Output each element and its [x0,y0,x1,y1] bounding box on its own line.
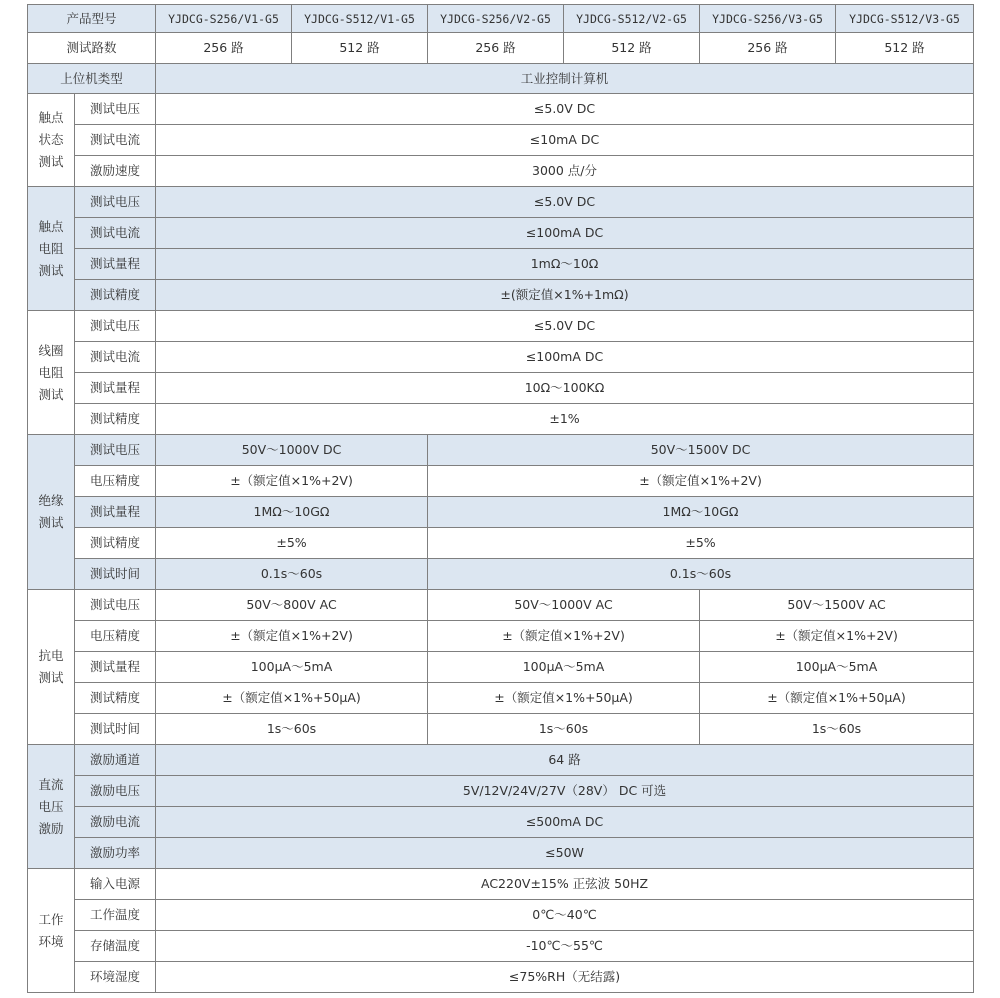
table-row [28,559,974,590]
param-value: ±（额定值×1%+50μA) [700,683,974,714]
category-contact-resistance [28,187,75,311]
param-value: 100μA～5mA [156,652,428,683]
category-line: 绝缘 [38,493,64,508]
category-line: 直流 [38,776,64,792]
table-row [28,404,974,435]
channels-cell: 512 路 [292,33,428,64]
param-label: 测试电压 [75,187,156,218]
channels-cell: 256 路 [156,33,292,64]
category-line: 环境 [38,933,64,949]
param-label: 测试电压 [75,590,156,621]
param-label: 测试电流 [75,342,156,373]
param-label: 测试精度 [75,404,156,435]
category-line: 测试 [38,262,64,278]
channels-cell: 512 路 [564,33,700,64]
param-label: 测试精度 [75,683,156,714]
param-value: 0.1s～60s [428,559,974,590]
model-cell: YJDCG-S512/V1-G5 [292,5,428,33]
param-value: ≤10mA DC [156,125,974,156]
table-row [28,187,974,218]
param-label: 测试量程 [75,373,156,404]
category-line: 抗电 [38,648,64,663]
param-value: 10Ω～100KΩ [156,373,974,404]
param-label: 激励速度 [75,156,156,187]
category-coil-resistance [28,311,75,435]
category-environment [28,869,75,993]
table-row [28,807,974,838]
param-value: 50V～1000V AC [428,590,700,621]
channels-label: 测试路数 [28,33,156,64]
param-value: ≤500mA DC [156,807,974,838]
param-label: 测试量程 [75,652,156,683]
param-value: ±（额定值×1%+2V) [156,466,428,497]
param-label: 测试时间 [75,714,156,745]
table-row [28,497,974,528]
table-row [28,745,974,776]
param-value: 1s～60s [156,714,428,745]
param-label: 测试时间 [75,559,156,590]
category-line: 触点 [38,218,64,234]
param-value: ±（额定值×1%+2V) [700,621,974,652]
channels-cell: 256 路 [700,33,836,64]
param-value: ±（额定值×1%+2V) [156,621,428,652]
category-line: 电阻 [38,364,64,380]
category-line: 测试 [38,154,64,169]
category-line: 电压 [38,798,64,814]
param-value: 1s～60s [700,714,974,745]
spec-table [27,4,974,993]
param-label: 激励功率 [75,838,156,869]
param-label: 电压精度 [75,466,156,497]
channels-cell: 256 路 [428,33,564,64]
param-value: ≤50W [156,838,974,869]
host-label: 上位机类型 [28,64,156,94]
param-value: ≤5.0V DC [156,187,974,218]
table-row [28,218,974,249]
param-value: 50V～800V AC [156,590,428,621]
param-value: ±1% [156,404,974,435]
category-insulation [28,435,75,590]
table-row [28,280,974,311]
param-label: 激励电流 [75,807,156,838]
table-row [28,869,974,900]
param-value: 1s～60s [428,714,700,745]
param-value: ±(额定值×1%+1mΩ) [156,280,974,311]
category-line: 状态 [38,132,64,147]
param-label: 测试电流 [75,218,156,249]
param-label: 测试精度 [75,280,156,311]
category-line: 工作 [38,911,64,927]
param-value: 1mΩ～10Ω [156,249,974,280]
table-row [28,590,974,621]
table-row [28,94,974,125]
param-label: 激励通道 [75,745,156,776]
category-line: 触点 [38,110,64,125]
table-row [28,962,974,993]
param-value: ±（额定值×1%+50μA) [156,683,428,714]
table-row [28,373,974,404]
param-value: 100μA～5mA [700,652,974,683]
channels-cell: 512 路 [836,33,974,64]
category-dc-excitation [28,745,75,869]
table-row [28,528,974,559]
host-value: 工业控制计算机 [156,64,974,94]
param-value: ≤75%RH（无结露) [156,962,974,993]
param-value: ±（额定值×1%+50μA) [428,683,700,714]
param-value: AC220V±15% 正弦波 50HZ [156,869,974,900]
param-label: 测试电流 [75,125,156,156]
param-label: 测试电压 [75,311,156,342]
category-line: 测试 [38,515,64,530]
param-label: 存储温度 [75,931,156,962]
param-value: 50V～1000V DC [156,435,428,466]
table-row [28,838,974,869]
param-label: 电压精度 [75,621,156,652]
param-label: 测试电压 [75,94,156,125]
table-row [28,311,974,342]
param-value: -10℃～55℃ [156,931,974,962]
category-line: 线圈 [38,342,64,358]
param-label: 测试精度 [75,528,156,559]
table-row [28,125,974,156]
table-row [28,466,974,497]
model-row [28,5,974,33]
param-value: ≤100mA DC [156,342,974,373]
table-row [28,621,974,652]
host-row [28,64,974,94]
param-label: 环境湿度 [75,962,156,993]
param-value: 1MΩ～10GΩ [428,497,974,528]
param-value: 0℃～40℃ [156,900,974,931]
param-value: ±（额定值×1%+2V) [428,621,700,652]
channels-row [28,33,974,64]
table-row [28,714,974,745]
param-label: 激励电压 [75,776,156,807]
model-cell: YJDCG-S256/V2-G5 [428,5,564,33]
param-label: 输入电源 [75,869,156,900]
category-withstand [28,590,75,745]
table-row [28,683,974,714]
param-value: 64 路 [156,745,974,776]
category-line: 电阻 [38,240,64,256]
category-line: 测试 [38,386,64,402]
table-row [28,900,974,931]
param-value: ≤100mA DC [156,218,974,249]
table-row [28,931,974,962]
param-value: 50V～1500V DC [428,435,974,466]
param-value: ±（额定值×1%+2V) [428,466,974,497]
table-row [28,156,974,187]
table-row [28,435,974,466]
model-cell: YJDCG-S256/V3-G5 [700,5,836,33]
param-value: 100μA～5mA [428,652,700,683]
param-value: 3000 点/分 [156,156,974,187]
param-value: 5V/12V/24V/27V（28V） DC 可选 [156,776,974,807]
table-row [28,342,974,373]
table-row [28,776,974,807]
param-value: 1MΩ～10GΩ [156,497,428,528]
model-label: 产品型号 [28,5,156,33]
param-value: ±5% [156,528,428,559]
category-contact-state [28,94,75,187]
param-label: 测试电压 [75,435,156,466]
param-value: 50V～1500V AC [700,590,974,621]
param-value: ±5% [428,528,974,559]
param-label: 工作温度 [75,900,156,931]
param-label: 测试量程 [75,249,156,280]
model-cell: YJDCG-S256/V1-G5 [156,5,292,33]
param-label: 测试量程 [75,497,156,528]
param-value: ≤5.0V DC [156,94,974,125]
model-cell: YJDCG-S512/V3-G5 [836,5,974,33]
category-line: 激励 [38,820,64,836]
model-cell: YJDCG-S512/V2-G5 [564,5,700,33]
param-value: ≤5.0V DC [156,311,974,342]
category-line: 测试 [38,670,64,685]
param-value: 0.1s～60s [156,559,428,590]
table-row [28,652,974,683]
table-row [28,249,974,280]
